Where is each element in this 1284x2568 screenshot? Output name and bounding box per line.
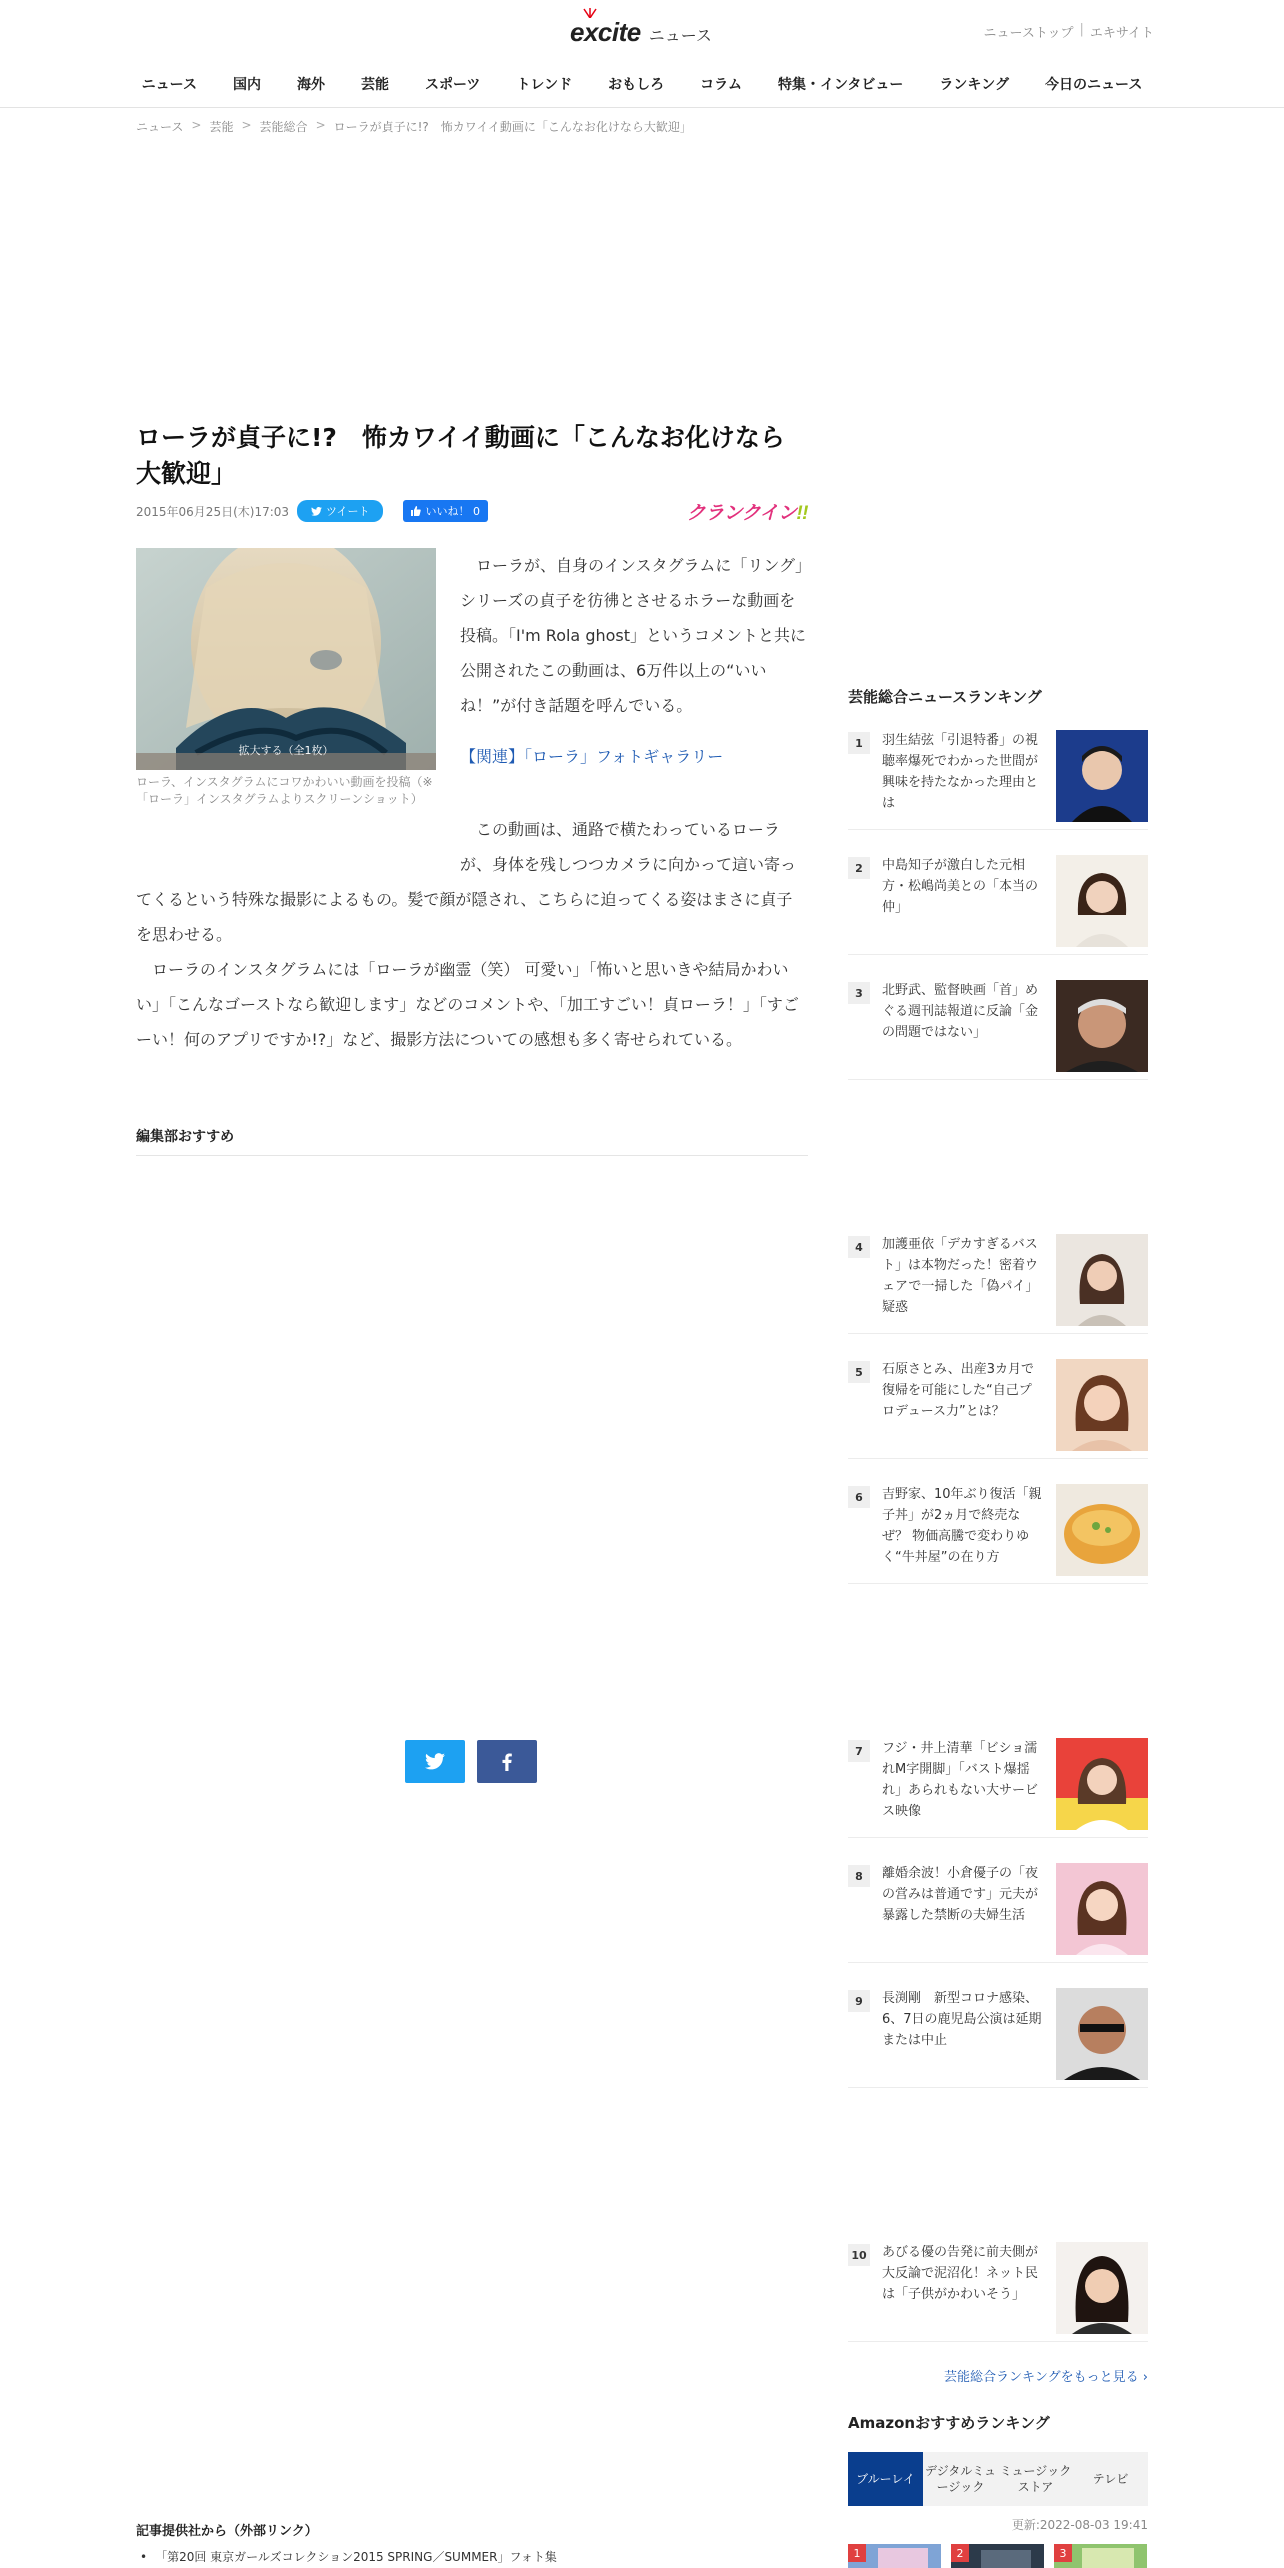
ranking-item[interactable]	[848, 718, 1148, 830]
amazon-items	[848, 2544, 1148, 2568]
nav-item-feature[interactable]: 特集・インタビュー	[777, 77, 904, 93]
rank-number: 9	[848, 1990, 870, 2012]
tweet-button[interactable]	[297, 500, 383, 522]
rank-number: 5	[848, 1361, 870, 1383]
rank-number: 8	[848, 1865, 870, 1887]
rank-headline: 吉野家、10年ぶり復活「親子丼」が2ヵ月で終売なぜ？ 物価高騰で変わりゆく“牛丼屋”の在り方	[882, 1487, 1042, 1565]
logo-wordmark	[570, 17, 641, 48]
rank-headline: 加護亜依「デカすぎるバスト」は本物だった！密着ウェアで一掃した「偽パイ」疑惑	[882, 1237, 1039, 1315]
article-paragraph-2: この動画は、通路で横たわっているローラが、身体を残しつつカメラに向かって這い寄ってくるという特殊な撮影によるもの。髪で顔が隠され、こちらに迫ってくる姿はまさに貞子を思わせる。	[136, 820, 797, 944]
source-logo-text: クランクイン	[686, 503, 797, 524]
amazon-item[interactable]	[1054, 2544, 1147, 2568]
twitter-bird-icon	[425, 1753, 445, 1770]
article-date: 2015年06月25日(木)17:03	[136, 504, 290, 519]
breadcrumb-current: ローラが貞子に!? 怖カワイイ動画に「こんなお化けなら大歓迎」	[333, 120, 692, 134]
caption-gap	[136, 812, 460, 882]
like-button[interactable]	[403, 500, 488, 522]
rank-thumbnail	[1056, 730, 1148, 822]
rank-number: 4	[848, 1236, 870, 1258]
article-paragraphs	[136, 812, 808, 1057]
nav-item-overseas[interactable]: 海外	[296, 77, 325, 93]
rank-headline: フジ・井上清華「ビショ濡れM字開脚」「バスト爆揺れ」あられもない大サービス映像	[882, 1741, 1039, 1819]
top-link-news[interactable]: ニューストップ	[983, 26, 1074, 41]
breadcrumb-news[interactable]: ニュース	[136, 120, 184, 134]
photo-caption: ローラ、インスタグラムにコワかわいい動画を投稿（※「ローラ」インスタグラムよりスクリーンショット）	[136, 775, 433, 806]
ranking-item[interactable]	[848, 1851, 1148, 1963]
rank-headline: 長渕剛 新型コロナ感染、6、7日の鹿児島公演は延期または中止	[882, 1991, 1042, 2048]
photo-image	[136, 548, 436, 770]
external-link[interactable]: • 「第20回 東京ガールズコレクション2015 SPRING／SUMMER」フォト集	[140, 2548, 557, 2565]
ranking-item[interactable]	[848, 1347, 1148, 1459]
rank-thumbnail	[1056, 855, 1148, 947]
logo-text: excite	[570, 16, 641, 47]
share-buttons	[405, 1740, 537, 1783]
amazon-tab-bluray[interactable]: ブルーレイ	[848, 2452, 923, 2506]
rank-number: 10	[848, 2244, 870, 2266]
ranking-item[interactable]	[848, 1472, 1148, 1584]
rank-thumbnail	[1056, 980, 1148, 1072]
nav-item-sports[interactable]: スポーツ	[424, 77, 481, 93]
external-links-heading: 記事提供社から（外部リンク）	[136, 2524, 318, 2539]
share-facebook-button[interactable]	[477, 1740, 537, 1783]
rank-thumbnail	[1056, 1359, 1148, 1451]
rank-headline: 離婚余波！小倉優子の「夜の営みは普通です」元夫が暴露した禁断の夫婦生活	[882, 1866, 1039, 1923]
photo-enlarge-label[interactable]: 拡大する（全1枚）	[238, 744, 334, 757]
amazon-tab-digital-music[interactable]: デジタルミュージック	[923, 2452, 998, 2506]
rank-thumbnail	[1056, 1988, 1148, 2080]
rank-thumbnail	[1056, 1738, 1148, 1830]
nav-item-column[interactable]: コラム	[700, 77, 742, 93]
article-photo[interactable]	[136, 548, 436, 770]
rank-headline: 羽生結弦「引退特番」の視聴率爆死でわかった世間が興味を持たなかった理由とは	[882, 733, 1039, 811]
rank-thumbnail	[1056, 1484, 1148, 1576]
rank-thumbnail	[1056, 1863, 1148, 1955]
site-header	[0, 0, 1284, 108]
rank-headline: 北野武、監督映画「首」めぐる週刊誌報道に反論「金の問題ではない」	[882, 983, 1039, 1040]
breadcrumb-arrow: >	[315, 118, 326, 132]
amazon-rank-badge: 1	[848, 2544, 866, 2562]
breadcrumb	[136, 118, 692, 135]
ranking-item[interactable]	[848, 1222, 1148, 1334]
breadcrumb-arrow: >	[191, 118, 202, 132]
article-lead: ローラが、自身のインスタグラムに「リング」シリーズの貞子を彷彿とさせるホラーな動画を投稿。「I'm Rola ghost」というコメントと共に公開されたこの動画は、6万件以上の“いいね！”が付き話題を呼んでいる。	[460, 556, 807, 715]
ranking-item[interactable]	[848, 843, 1148, 955]
editor-recommend-heading: 編集部おすすめ	[136, 1126, 808, 1156]
amazon-item[interactable]	[848, 2544, 941, 2568]
thumbs-up-icon	[411, 506, 421, 516]
rank-thumbnail	[1056, 1234, 1148, 1326]
rank-number: 7	[848, 1740, 870, 1762]
rank-number: 1	[848, 732, 870, 754]
top-link-excite[interactable]: エキサイト	[1089, 26, 1154, 41]
top-links	[984, 22, 1154, 41]
amazon-rank-badge: 3	[1054, 2544, 1072, 2562]
facebook-f-icon	[502, 1753, 512, 1771]
nav-item-fun[interactable]: おもしろ	[608, 77, 665, 93]
tweet-label: ツイート	[326, 505, 370, 518]
source-logo[interactable]	[687, 498, 808, 525]
rank-number: 3	[848, 982, 870, 1004]
ranking-item[interactable]	[848, 1726, 1148, 1838]
ranking-title: 芸能総合ニュースランキング	[848, 688, 1042, 706]
nav-item-ranking[interactable]: ランキング	[939, 77, 1010, 93]
amazon-updated: 更新:2022-08-03 19:41	[1011, 2518, 1148, 2532]
breadcrumb-entertainment-general[interactable]: 芸能総合	[259, 120, 308, 134]
ranking-item[interactable]	[848, 1976, 1148, 2088]
amazon-tab-music-store[interactable]: ミュージックストア	[998, 2452, 1073, 2506]
rank-thumbnail	[1056, 2242, 1148, 2334]
article-meta	[136, 500, 808, 522]
rank-headline: 中島知子が激白した元相方・松嶋尚美との「本当の仲」	[882, 858, 1039, 915]
amazon-ranking-title: Amazonおすすめランキング	[848, 2414, 1050, 2432]
ranking-item[interactable]	[848, 968, 1148, 1080]
rank-headline: 石原さとみ、出産3カ月で復帰を可能にした“自己プロデュース力”とは？	[882, 1362, 1035, 1419]
like-label: いいね！ 0	[425, 505, 480, 518]
nav-item-domestic[interactable]: 国内	[232, 77, 261, 93]
rank-headline: あびる優の告発に前夫側が大反論で泥沼化！ネット民は「子供がかわいそう」	[882, 2245, 1039, 2302]
chevron-right-icon: ›	[1142, 2370, 1148, 2385]
logo-sub: ニュース	[648, 25, 712, 45]
breadcrumb-arrow: >	[241, 118, 252, 132]
source-logo-mark: !!	[796, 503, 808, 524]
rank-number: 6	[848, 1486, 870, 1508]
twitter-bird-icon	[311, 507, 322, 516]
ranking-more-label: 芸能総合ランキングをもっと見る	[944, 2370, 1139, 2385]
nav-item-today[interactable]: 今日のニュース	[1045, 77, 1143, 93]
excite-logo[interactable]	[570, 14, 712, 50]
logo-spark-icon	[580, 8, 600, 18]
related-gallery-link[interactable]: 【関連】「ローラ」フォトギャラリー	[460, 747, 724, 766]
amazon-tab-tv[interactable]: テレビ	[1073, 2452, 1148, 2506]
share-twitter-button[interactable]	[405, 1740, 465, 1783]
breadcrumb-entertainment[interactable]: 芸能	[209, 120, 234, 134]
amazon-item[interactable]	[951, 2544, 1044, 2568]
nav-item-news[interactable]: ニュース	[141, 77, 197, 93]
article-title: ローラが貞子に!? 怖カワイイ動画に「こんなお化けなら大歓迎」	[136, 423, 785, 488]
amazon-rank-badge: 2	[951, 2544, 969, 2562]
ranking-more-link[interactable]	[944, 2366, 1148, 2385]
nav-item-entertainment[interactable]: 芸能	[360, 77, 389, 93]
nav-item-trend[interactable]: トレンド	[516, 77, 573, 93]
rank-number: 2	[848, 857, 870, 879]
ranking-item[interactable]	[848, 2230, 1148, 2342]
amazon-tabs	[848, 2452, 1148, 2506]
top-link-separator: |	[1079, 22, 1084, 37]
article-paragraph-3: ローラのインスタグラムには「ローラが幽霊（笑） 可愛い」「怖いと思いきや結局かわいい」「こんなゴーストなら歓迎します」などのコメントや、「加工すごい！貞ローラ！」「すごーい！何のアプリですか!?」など、撮影方法についての感想も多く寄せられている。	[136, 960, 799, 1049]
article	[136, 420, 808, 1049]
external-links	[140, 2548, 557, 2565]
global-nav	[0, 62, 1284, 108]
